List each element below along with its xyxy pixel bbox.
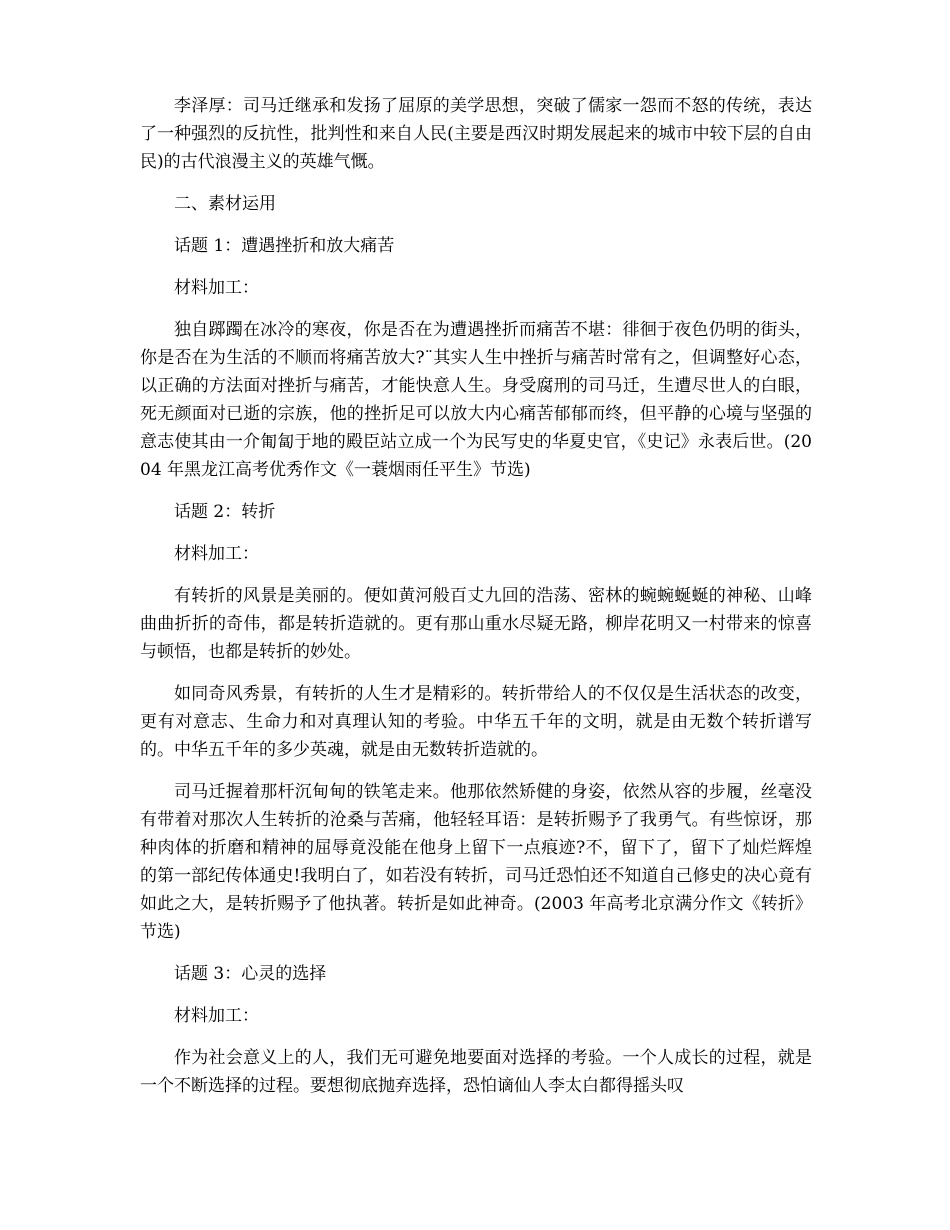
material-label: 材料加工： xyxy=(174,544,259,564)
topic-heading: 话题 2：转折 xyxy=(174,502,276,522)
topic-heading: 话题 3：心灵的选择 xyxy=(174,964,327,984)
material-label: 材料加工： xyxy=(174,1006,259,1026)
section-heading: 二、素材运用 xyxy=(174,194,276,214)
body-paragraph: 司马迁握着那杆沉甸甸的铁笔走来。他那依然矫健的身姿，依然从容的步履，丝毫没有带着对那次人生转折的沧桑与苦痛，他轻轻耳语：是转折赐予了我勇气。有些惊讶，那种肉体的折磨和精神的屈辱竟没能在他身上留下一点痕迹?不，留下了，留下了灿烂辉煌的第一部纪传体通史!我明白了，如若没有转折，司马迁恐怕还不知道自己修史的决心竟有如此之大，是转折赐予了他执著。转折是如此神奇。(2003 年高考北京满分作文《转折》节选) xyxy=(140,782,812,942)
body-paragraph: 如同奇风秀景，有转折的人生才是精彩的。转折带给人的不仅仅是生活状态的改变，更有对意志、生命力和对真理认知的考验。中华五千年的文明，就是由无数个转折谱写的。中华五千年的多少英魂，就是由无数转折造就的。 xyxy=(140,684,812,760)
body-paragraph: 独自踯躅在冰冷的寒夜，你是否在为遭遇挫折而痛苦不堪：徘徊于夜色仍明的街头，你是否在为生活的不顺而将痛苦放大?¨其实人生中挫折与痛苦时常有之，但调整好心态，以正确的方法面对挫折与痛苦，才能快意人生。身受腐刑的司马迁，生遭尽世人的白眼，死无颜面对已逝的宗族，他的挫折足可以放大内心痛苦郁郁而终，但平静的心境与坚强的意志使其由一介匍匐于地的殿臣站立成一个为民写史的华夏史官，《史记》永表后世。(2004 年黑龙江高考优秀作文《一蓑烟雨任平生》节选) xyxy=(140,320,812,480)
body-paragraph: 作为社会意义上的人，我们无可避免地要面对选择的考验。一个人成长的过程，就是一个不断选择的过程。要想彻底抛弃选择，恐怕谪仙人李太白都得摇头叹 xyxy=(140,1048,812,1096)
document-body xyxy=(140,92,812,1114)
quote-li-zehou: 李泽厚：司马迁继承和发扬了屈原的美学思想，突破了儒家一怨而不怒的传统，表达了一种强烈的反抗性，批判性和来自人民(主要是西汉时期发展起来的城市中较下层的自由民)的古代浪漫主义的英雄气慨。 xyxy=(140,96,812,172)
body-paragraph: 有转折的风景是美丽的。便如黄河般百丈九回的浩荡、密林的蜿蜿蜒蜒的神秘、山峰曲曲折折的奇伟，都是转折造就的。更有那山重水尽疑无路，柳岸花明又一村带来的惊喜与顿悟，也都是转折的妙处。 xyxy=(140,586,812,662)
topic-heading: 话题 1：遭遇挫折和放大痛苦 xyxy=(174,236,395,256)
material-label: 材料加工： xyxy=(174,278,259,298)
